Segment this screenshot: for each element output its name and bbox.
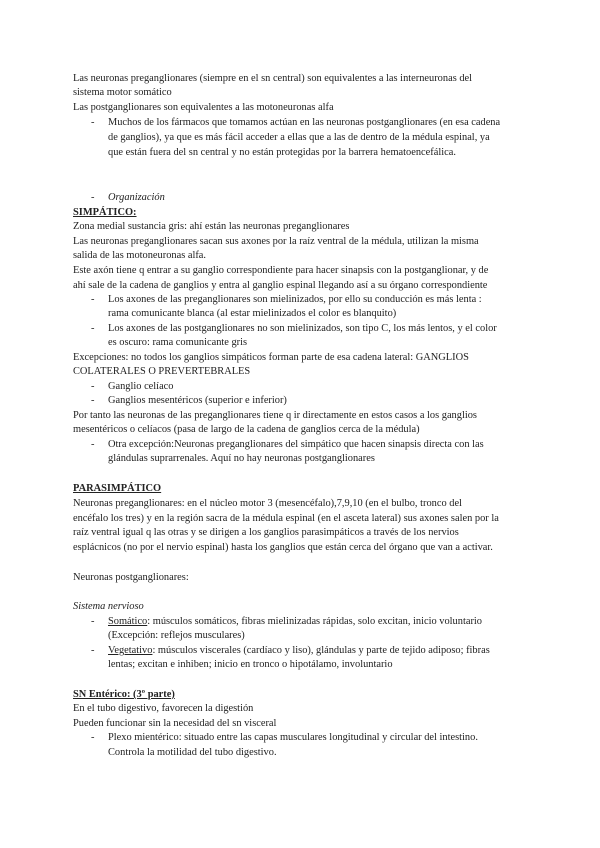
bullet-dash: - — [91, 381, 95, 392]
simpatico-heading: SIMPÁTICO: — [73, 207, 137, 218]
bullet-text: Los axones de las preganglionares son mielinizados, por ello su conducción es más lenta : — [108, 294, 482, 305]
organizacion-label: Organización — [108, 192, 165, 203]
text-line: esplácnicos (no por el nervio espinal) hasta los ganglios que están cerca del órgano que van a activar. — [73, 542, 493, 553]
bullet-text: Plexo mientérico: situado entre las capas musculares longitudinal y circular del intestino. — [108, 732, 478, 743]
sistema-nervioso-label: Sistema nervioso — [73, 601, 144, 612]
bullet-dash: - — [91, 323, 95, 334]
bullet-text: (Excepción: reflejos musculares) — [108, 630, 245, 641]
text-line: Excepciones: no todos los ganglios simpáticos forman parte de esa cadena lateral: GANGLIOS — [73, 352, 469, 363]
sn-enterico-heading: SN Entérico: (3º parte) — [73, 689, 175, 700]
vegetativo-term: Vegetativo — [108, 645, 153, 656]
bullet-text: glándulas suprarrenales. Aquí no hay neuronas postganglionares — [108, 453, 375, 464]
bullet-text: Vegetativo: músculos viscerales (cardíaco y liso), glándulas y parte de tejido adiposo; fibras — [108, 645, 490, 656]
text-line: Las postganglionares son equivalentes a las motoneuronas alfa — [73, 102, 334, 113]
text-line: Neuronas postganglionares: — [73, 572, 189, 583]
text-line: COLATERALES O PREVERTEBRALES — [73, 366, 251, 377]
bullet-text: Muchos de los fármacos que tomamos actúan en las neuronas postganglionares (en esa cadena — [108, 117, 501, 128]
text-line: sistema motor somático — [73, 87, 172, 98]
text-line: ahí sale de la cadena de ganglios y entra al ganglio espinal llegando así a su órgano correspondiente — [73, 280, 488, 291]
bullet-dash: - — [91, 294, 95, 305]
text-line: mesentéricos o celíacos (pasa de largo de la cadena de ganglios cerca de la médula) — [73, 424, 420, 435]
bullet-text: Somático: músculos somáticos, fibras mielinizadas rápidas, solo excitan, inicio voluntario — [108, 616, 482, 627]
bullet-text: Los axones de las postganglionares no son mielinizados, son tipo C, los más lentos, y el color — [108, 323, 497, 334]
bullet-text: Otra excepción:Neuronas preganglionares del simpático que hacen sinapsis directa con las — [108, 439, 484, 450]
bullet-text: de ganglios), ya que es más fácil acceder a ellas que a las de dentro de la médula espinal, ya — [108, 132, 490, 143]
parasimpatico-heading: PARASIMPÁTICO — [73, 483, 162, 494]
bullet-text: Ganglio celíaco — [108, 381, 174, 392]
text-line: Pueden funcionar sin la necesidad del sn visceral — [73, 718, 277, 729]
bullet-dash: - — [91, 645, 95, 656]
text-line: En el tubo digestivo, favorecen la digestión — [73, 703, 254, 714]
bullet-dash: - — [91, 732, 95, 743]
bullet-dash: - — [91, 192, 95, 203]
bullet-dash: - — [91, 616, 95, 627]
bullet-dash: - — [91, 117, 95, 128]
text-line: Este axón tiene q entrar a su ganglio correspondiente para hacer sinapsis con la postganglionar, y de — [73, 265, 489, 276]
text-line: salida de las motoneuronas alfa. — [73, 250, 207, 261]
text-line: Las neuronas preganglionares (siempre en el sn central) son equivalentes a las interneuronas del — [73, 73, 473, 84]
text-line: encéfalo los tres) y en la región sacra de la médula espinal (en el asceta lateral) sus axones salen por la — [73, 513, 499, 524]
text-line: Neuronas preganglionares: en el núcleo motor 3 (mesencéfalo),7,9,10 (en el bulbo, tronco del — [73, 498, 462, 509]
bullet-text: Ganglios mesentéricos (superior e inferior) — [108, 395, 287, 406]
somatico-term: Somático — [108, 616, 148, 627]
text-line: Por tanto las neuronas de las preganglionares tiene q ir directamente en estos casos a los ganglios — [73, 410, 477, 421]
bullet-text: es oscuro: rama comunicante gris — [108, 337, 248, 348]
bullet-text: rama comunicante blanca (al estar mielinizados el color es blanquito) — [108, 308, 397, 319]
bullet-text: que están fuera del sn central y no están protegidas por la barrera hematoencefálica. — [108, 147, 456, 158]
bullet-dash: - — [91, 395, 95, 406]
bullet-text: Controla la motilidad del tubo digestivo. — [108, 747, 277, 758]
text-line: Las neuronas preganglionares sacan sus axones por la raíz ventral de la médula, utilizan la misma — [73, 236, 479, 247]
bullet-dash: - — [91, 439, 95, 450]
text-line: Zona medial sustancia gris: ahí están las neuronas preganglionares — [73, 221, 350, 232]
bullet-text: lentas; excitan e inhiben; inicio en tronco o hipotálamo, involuntario — [108, 659, 393, 670]
text-line: raíz ventral igual q las otras y se dirigen a los ganglios parasimpáticos a través de los nervios — [73, 527, 459, 538]
